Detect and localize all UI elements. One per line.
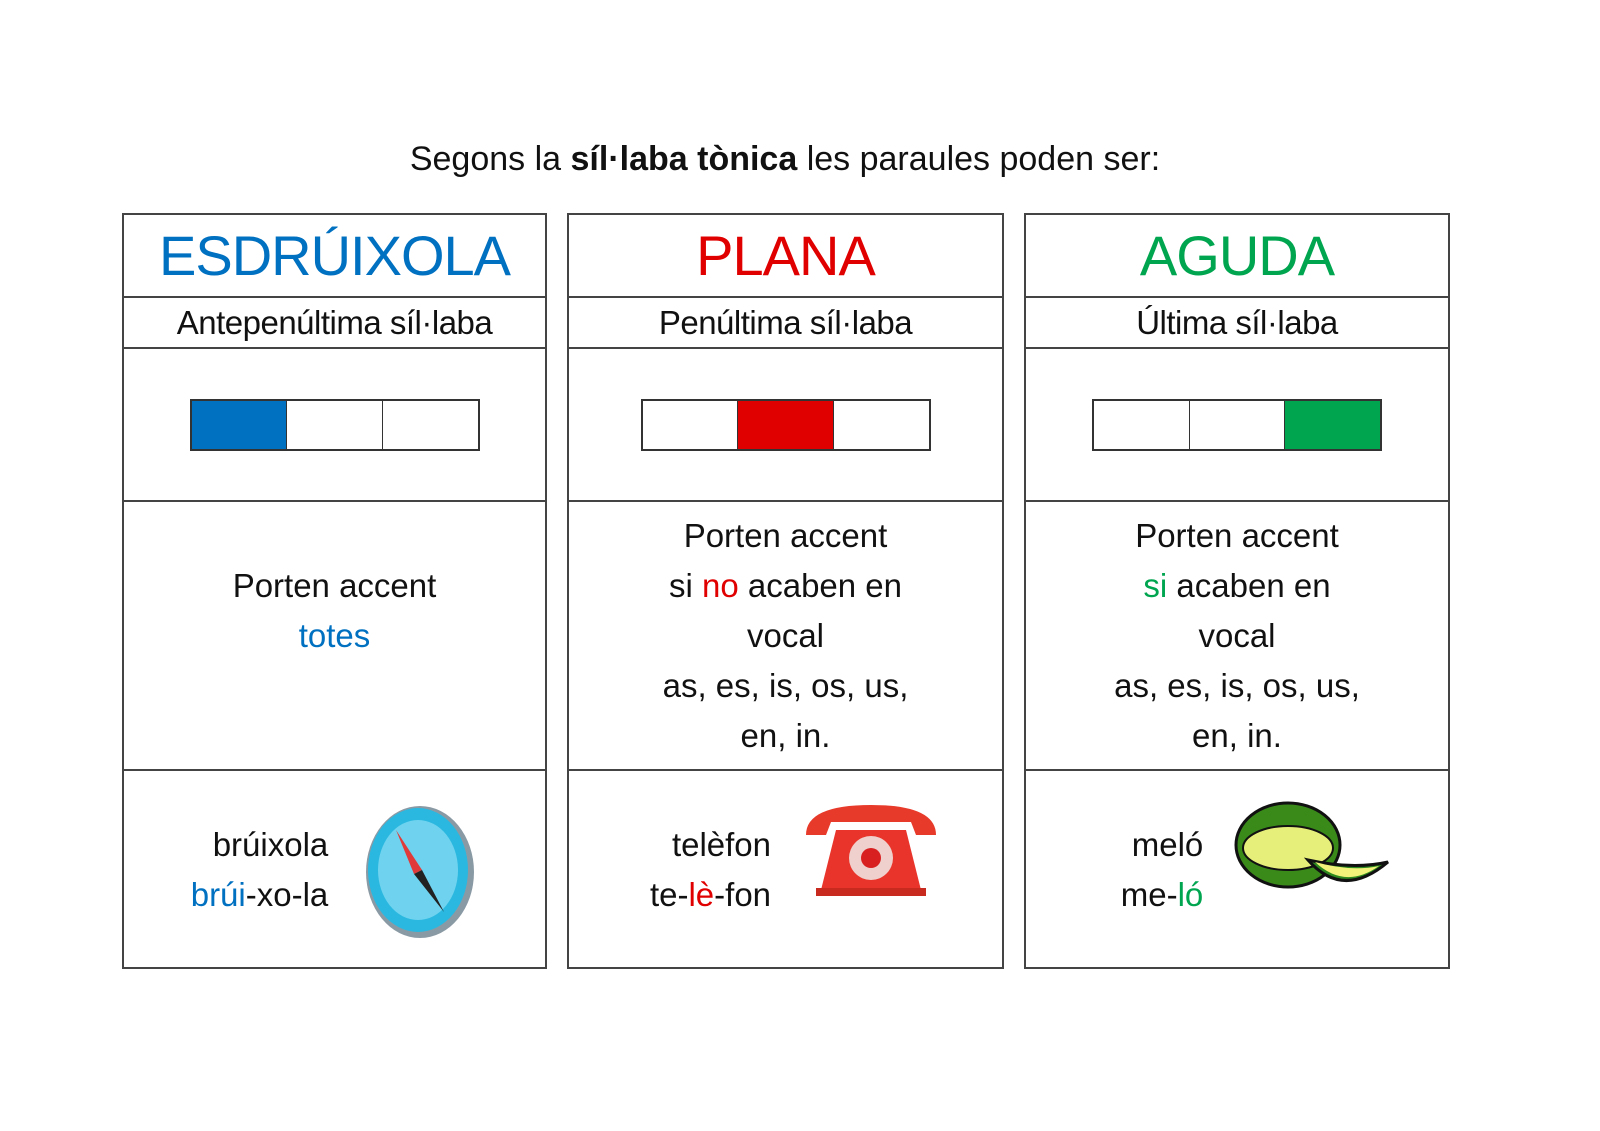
syllable-cell xyxy=(1190,401,1286,449)
example-syllables: te-lè-fon xyxy=(649,876,772,913)
example xyxy=(569,771,1002,969)
page-heading: Segons la síl·laba tònica les paraules poden ser: xyxy=(409,140,1161,178)
example-syllables: me-ló xyxy=(1120,876,1204,913)
example xyxy=(1026,771,1448,969)
example xyxy=(124,771,545,969)
accent-rule: Porten accent si no acaben en vocal as, es, is, os, us, en, in. xyxy=(569,502,1002,771)
example-word: meló xyxy=(1131,826,1204,863)
column-aguda xyxy=(1024,213,1450,969)
syllable-bar xyxy=(1092,399,1382,451)
syllable-diagram xyxy=(1026,349,1448,502)
syllable-cell xyxy=(287,401,383,449)
syllable-diagram xyxy=(569,349,1002,502)
syllable-cell xyxy=(1285,401,1380,449)
column-title: PLANA xyxy=(569,215,1002,298)
example-word: telèfon xyxy=(671,826,772,863)
syllable-cell xyxy=(192,401,288,449)
syllable-bar xyxy=(190,399,480,451)
example-word: brúixola xyxy=(212,826,329,863)
column-esdrúixola xyxy=(122,213,547,969)
telephone-icon xyxy=(801,800,921,940)
syllable-diagram xyxy=(124,349,545,502)
column-title: AGUDA xyxy=(1026,215,1448,298)
accent-rule: Porten accent totes xyxy=(124,502,545,771)
column-subtitle: Penúltima síl·laba xyxy=(569,298,1002,349)
column-plana xyxy=(567,213,1004,969)
syllable-cell xyxy=(738,401,834,449)
syllable-cell xyxy=(1094,401,1190,449)
column-subtitle: Última síl·laba xyxy=(1026,298,1448,349)
compass-icon xyxy=(358,800,478,940)
syllable-bar xyxy=(641,399,931,451)
column-title: ESDRÚIXOLA xyxy=(124,215,545,298)
accent-rule: Porten accent si acaben en vocal as, es, is, os, us, en, in. xyxy=(1026,502,1448,771)
column-subtitle: Antepenúltima síl·laba xyxy=(124,298,545,349)
syllable-cell xyxy=(834,401,929,449)
syllable-cell xyxy=(643,401,739,449)
example-syllables: brúi-xo-la xyxy=(190,876,329,913)
syllable-cell xyxy=(383,401,478,449)
melon-icon xyxy=(1233,800,1353,940)
